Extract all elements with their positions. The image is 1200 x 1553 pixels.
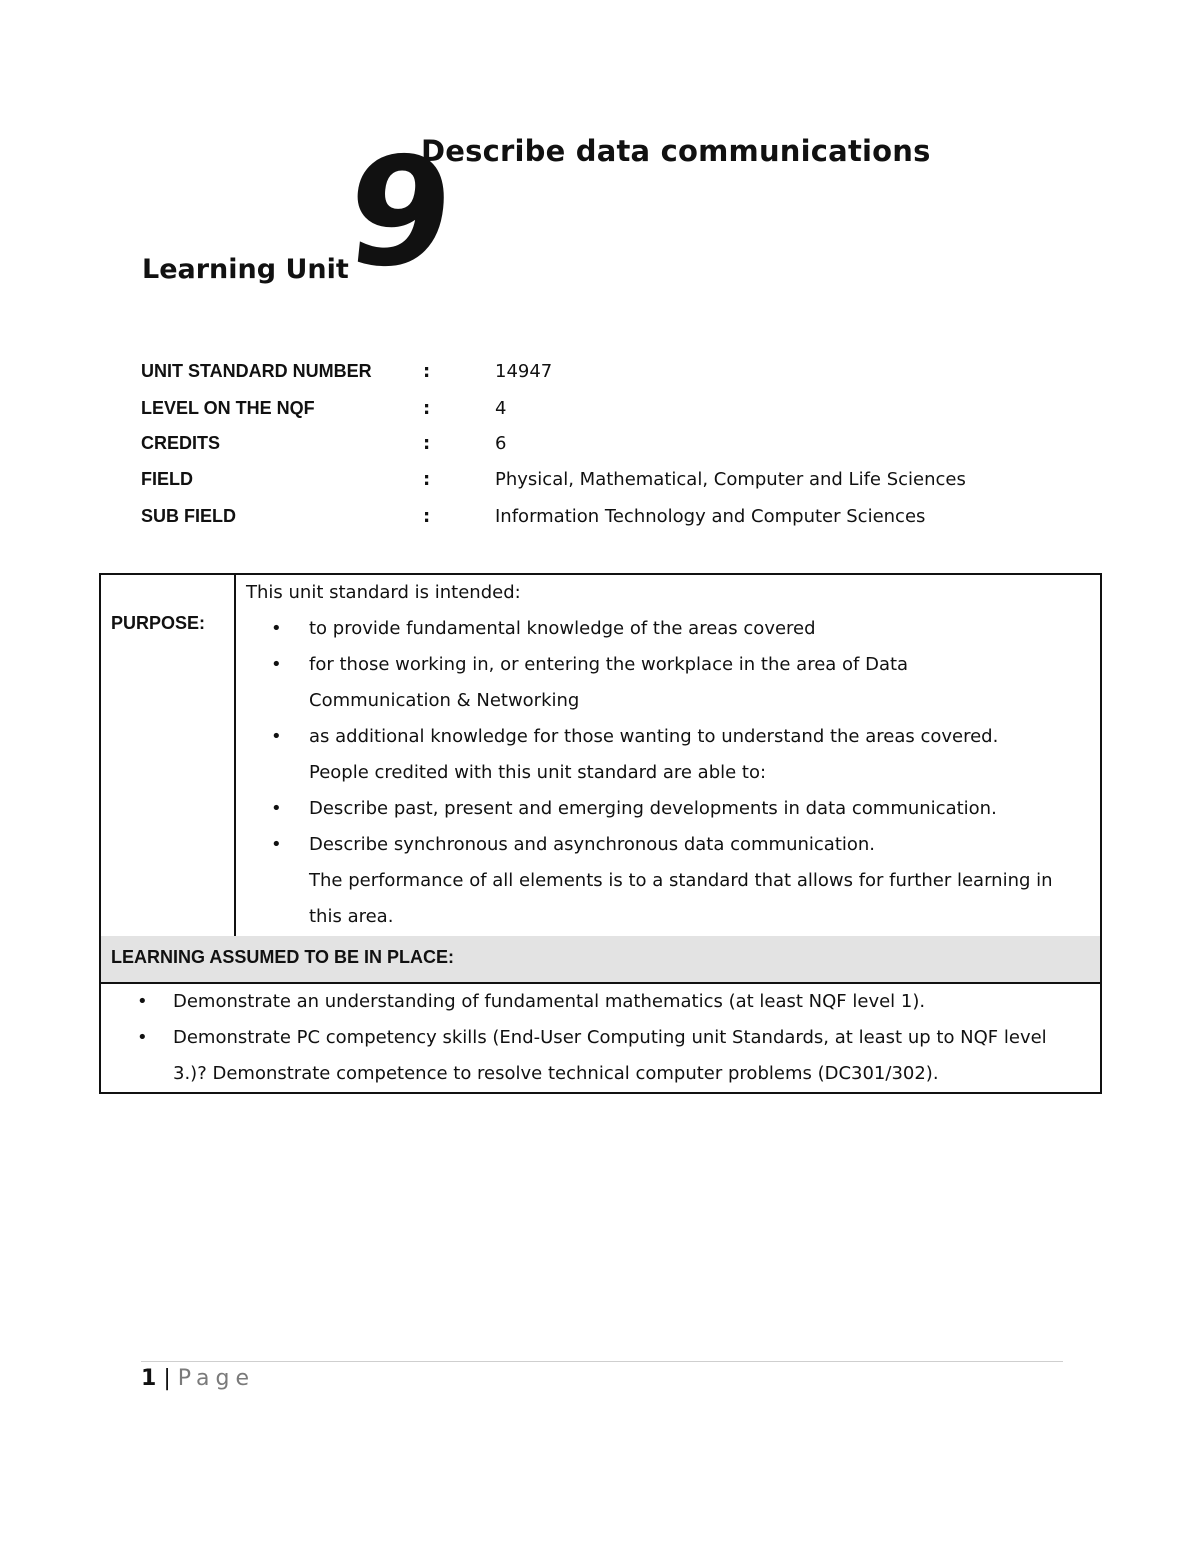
performance-text: The performance of all elements is to a standard that allows for further learning in <box>309 870 1053 891</box>
page-word: Page <box>177 1366 255 1391</box>
meta-label: CREDITS <box>141 433 221 453</box>
list-item-text: to provide fundamental knowledge of the areas covered <box>309 618 816 639</box>
bullet-icon: • <box>271 834 282 855</box>
assumed-learning-title: LEARNING ASSUMED TO BE IN PLACE: <box>111 947 455 967</box>
meta-colon: : <box>423 506 431 527</box>
meta-colon: : <box>423 398 431 419</box>
bullet-icon: • <box>271 798 282 819</box>
purpose-table <box>99 573 1102 1094</box>
list-item <box>246 647 1096 683</box>
list-item <box>101 984 1096 1020</box>
bullet-icon: • <box>137 991 148 1012</box>
list-item <box>246 791 1096 827</box>
list-item <box>246 827 1096 863</box>
assumed-learning-header <box>101 936 1100 984</box>
meta-value: Information Technology and Computer Sciences <box>495 506 926 527</box>
list-item-continuation: Communication & Networking <box>309 690 580 711</box>
meta-colon: : <box>423 469 431 490</box>
meta-value: 14947 <box>495 361 553 382</box>
bullet-icon: • <box>271 618 282 639</box>
purpose-content <box>246 575 1096 935</box>
list-item <box>246 611 1096 647</box>
list-item-text: as additional knowledge for those wanting to understand the areas covered. <box>309 726 999 747</box>
meta-value: Physical, Mathematical, Computer and Life Sciences <box>495 469 966 490</box>
bullet-icon: • <box>137 1027 148 1048</box>
list-item-text: Demonstrate an understanding of fundamental mathematics (at least NQF level 1). <box>173 991 926 1012</box>
footer-divider <box>141 1361 1063 1362</box>
list-item <box>101 1020 1096 1056</box>
learning-unit-label: Learning Unit <box>142 254 349 285</box>
page-number: 1 <box>141 1366 157 1391</box>
meta-label: UNIT STANDARD NUMBER <box>141 361 372 381</box>
list-item <box>246 719 1096 755</box>
meta-value: 4 <box>495 398 507 419</box>
meta-colon: : <box>423 433 431 454</box>
page-footer <box>141 1366 255 1391</box>
meta-value: 6 <box>495 433 507 454</box>
purpose-label: PURPOSE: <box>111 613 206 633</box>
performance-text-cont: this area. <box>309 906 394 927</box>
list-item-text: Demonstrate PC competency skills (End-User Computing unit Standards, at least up to NQF level <box>173 1027 1047 1048</box>
meta-colon: : <box>423 361 431 382</box>
purpose-label-cell <box>101 575 236 936</box>
bullet-icon: • <box>271 654 282 675</box>
purpose-intro: This unit standard is intended: <box>246 582 521 603</box>
learning-unit-number: 9 <box>338 126 462 300</box>
list-item-text: Describe synchronous and asynchronous data communication. <box>309 834 876 855</box>
meta-label: LEVEL ON THE NQF <box>141 398 315 418</box>
able-to-text: People credited with this unit standard are able to: <box>309 762 767 783</box>
page-separator: | <box>163 1366 171 1391</box>
document-title: Describe data communications <box>421 134 931 168</box>
meta-label: SUB FIELD <box>141 506 237 526</box>
list-item-text: for those working in, or entering the workplace in the area of Data <box>309 654 909 675</box>
meta-label: FIELD <box>141 469 193 489</box>
list-item-continuation: 3.)? Demonstrate competence to resolve technical computer problems (DC301/302). <box>173 1063 939 1084</box>
assumed-learning-list <box>101 984 1096 1092</box>
bullet-icon: • <box>271 726 282 747</box>
list-item-text: Describe past, present and emerging developments in data communication. <box>309 798 997 819</box>
